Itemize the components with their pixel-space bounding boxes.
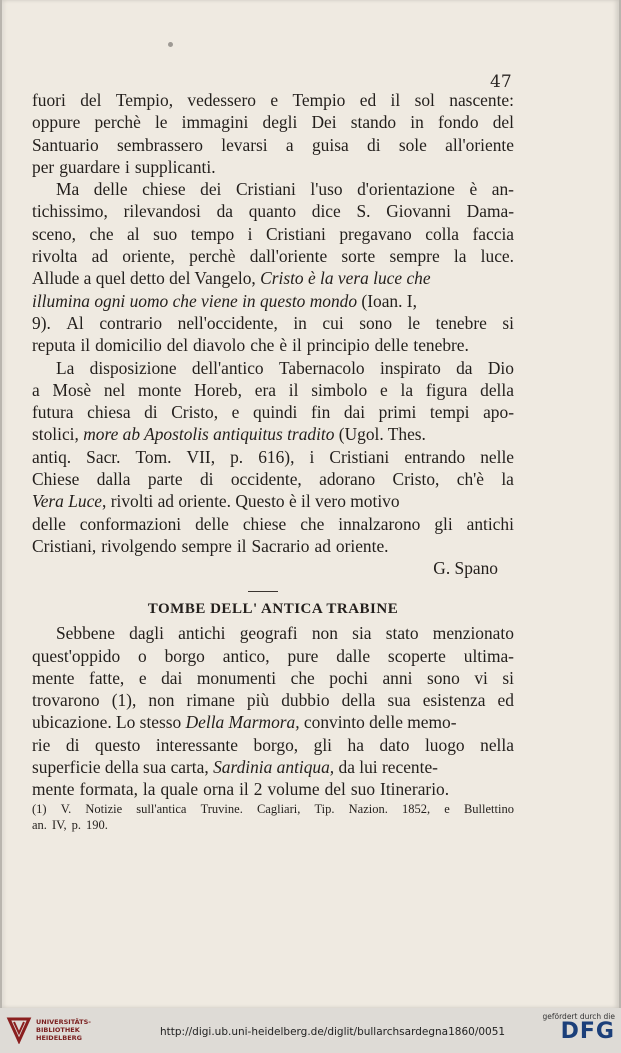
word: in — [410, 112, 424, 133]
word: sceno, — [32, 223, 76, 244]
text-line — [32, 689, 514, 711]
word: chiese — [242, 513, 287, 534]
word: innalzarono — [338, 513, 421, 534]
word: rivolgendo — [101, 535, 177, 556]
word: La — [56, 357, 75, 378]
text-line — [32, 734, 514, 756]
word: formata, — [79, 779, 138, 800]
word: o — [138, 645, 147, 666]
word: Chiese — [32, 469, 80, 490]
word: gli — [434, 513, 453, 534]
word: che — [300, 513, 325, 534]
word: delle — [374, 335, 409, 356]
word: a — [285, 134, 294, 155]
word: dalla — [96, 469, 131, 490]
word: ad — [314, 535, 331, 556]
word: Tom. — [135, 446, 172, 467]
text-line — [32, 156, 514, 178]
word: e — [231, 402, 240, 423]
word: il — [239, 779, 249, 800]
word: era — [254, 379, 276, 400]
text-line — [32, 379, 514, 401]
word: V. — [60, 801, 72, 816]
word: sol — [414, 90, 435, 110]
word: sorte — [341, 246, 376, 267]
mixed-line — [32, 711, 457, 733]
text-line — [32, 423, 514, 445]
word: stato — [385, 623, 419, 644]
word: Itinerario. — [380, 779, 450, 800]
word: tenebre — [435, 312, 487, 333]
word: 2 — [253, 779, 263, 800]
section-title: TOMBE DELL' ANTICA TRABINE — [147, 601, 399, 618]
word: principio — [306, 335, 370, 356]
word: del — [80, 90, 102, 110]
word: ch'è — [456, 469, 484, 490]
word: Cristiani — [235, 179, 296, 200]
word: il — [288, 379, 299, 400]
word: al — [127, 223, 140, 244]
word: monte — [137, 379, 182, 400]
word: l'uso — [310, 179, 343, 200]
text-line — [32, 667, 514, 689]
word: sua — [387, 690, 411, 711]
mixed-line — [32, 756, 438, 778]
word: nell'occidente, — [177, 312, 278, 333]
word: (1), — [111, 690, 137, 711]
text-line — [32, 178, 514, 200]
library-name-line: BIBLIOTHEK — [36, 1026, 80, 1034]
word: ad — [91, 246, 109, 267]
word: levarsi — [221, 134, 268, 155]
word: Nazion. — [348, 801, 388, 816]
word: Cristiani, — [32, 535, 97, 556]
text-line — [32, 490, 514, 512]
word: di — [367, 134, 381, 155]
word: dall'oriente — [249, 246, 328, 267]
word: Tempio — [292, 90, 346, 110]
word: p. — [230, 446, 244, 467]
library-logo[interactable] — [6, 1016, 91, 1044]
text-line — [32, 334, 514, 356]
word: rimane — [186, 690, 235, 711]
word: e — [138, 667, 147, 688]
word: perchè — [94, 112, 141, 133]
word: rilevandosi — [123, 201, 201, 222]
word: sono — [359, 312, 393, 333]
italic-phrase: Cristo è la vera luce che — [260, 268, 431, 289]
word: an- — [491, 179, 514, 200]
word: 9). — [32, 312, 51, 333]
italic-phrase: Della Marmora, — [185, 712, 300, 733]
word: di — [199, 469, 214, 490]
word: sempre — [389, 246, 440, 267]
word: fatte, — [89, 667, 125, 688]
word: antiq. — [32, 446, 72, 467]
word: menzionato — [432, 623, 514, 644]
library-name-line: HEIDELBERG — [36, 1034, 83, 1042]
word: i — [247, 223, 253, 244]
word: delle — [195, 513, 229, 534]
line-suffix: (Ioan. I, — [357, 290, 417, 311]
word: sembrassero — [116, 134, 203, 155]
word: del — [324, 779, 346, 800]
word: primi — [378, 402, 417, 423]
word: che — [290, 667, 315, 688]
word: all'oriente — [445, 134, 514, 155]
dfg-logo[interactable] — [543, 1012, 616, 1044]
word: fin — [310, 402, 331, 423]
word: gli — [313, 734, 332, 755]
word: stando — [350, 112, 397, 133]
word: pregavano — [339, 223, 412, 244]
word: le — [407, 312, 421, 333]
text-line — [32, 756, 514, 778]
word: la — [142, 779, 156, 800]
word: inspirato — [379, 357, 441, 378]
word: si — [502, 312, 514, 333]
word: dato — [379, 734, 410, 755]
word: orna — [203, 779, 235, 800]
word: la — [400, 379, 414, 400]
line-suffix: (Ugol. Thes. — [334, 424, 426, 445]
word: pochi — [329, 667, 368, 688]
word: Horeb, — [194, 379, 242, 400]
word: sole — [398, 134, 427, 155]
word: la — [501, 469, 514, 490]
permalink-url[interactable]: http://digi.ub.uni-heidelberg.de/diglit/bullarchsardegna1860/0051 — [160, 1026, 506, 1038]
word: degli — [262, 112, 298, 133]
word: futura — [32, 402, 74, 423]
text-line — [32, 535, 514, 557]
italic-phrase: illumina ogni uomo che viene in questo mondo — [32, 290, 358, 311]
word: diavolo — [193, 335, 246, 356]
word: antichi — [466, 513, 514, 534]
word: il — [292, 335, 302, 356]
text-line — [32, 312, 514, 334]
word: conformazioni — [79, 513, 182, 534]
word: monumenti — [196, 667, 277, 688]
word: anni — [382, 667, 413, 688]
word: VII, — [186, 446, 216, 467]
word: non — [148, 690, 175, 711]
word: del — [166, 335, 189, 356]
word: i — [125, 156, 130, 177]
word: oppure — [32, 112, 81, 133]
word: rivolta — [32, 246, 78, 267]
word: perchè — [189, 246, 236, 267]
word: delle — [93, 179, 128, 200]
word: il — [236, 535, 247, 556]
line-suffix: , rivolti ad oriente. Questo è il vero motivo — [102, 491, 400, 512]
word: quale — [160, 779, 199, 800]
word: di — [144, 402, 158, 423]
text-line — [32, 818, 514, 834]
word: il — [80, 335, 91, 356]
word: della — [480, 379, 514, 400]
word: mente — [32, 667, 75, 688]
mixed-line — [32, 267, 431, 289]
sponsor-caption: gefördert durch die — [542, 1012, 615, 1021]
word: geografi — [239, 623, 298, 644]
word: dai — [343, 402, 366, 423]
text-line — [32, 111, 514, 133]
word: è — [279, 335, 288, 356]
word: figura — [425, 379, 468, 400]
word: Dama- — [466, 201, 514, 222]
word: e — [380, 379, 388, 400]
word: da — [216, 201, 233, 222]
word: ha — [347, 734, 364, 755]
word: si — [502, 667, 514, 688]
italic-phrase: more ab Apostolis antiquitus tradito — [83, 424, 335, 445]
word: Mosè — [52, 379, 92, 400]
word: dagli — [129, 623, 164, 644]
word: simbolo — [311, 379, 368, 400]
word: questo — [94, 734, 141, 755]
word: fuori — [32, 90, 66, 110]
word: quanto — [248, 201, 297, 222]
word: vedessero — [187, 90, 256, 110]
word: tenebre. — [413, 335, 469, 356]
word: interessante — [155, 734, 238, 755]
word: i — [309, 446, 315, 467]
text-line — [32, 89, 514, 111]
word: da — [456, 357, 473, 378]
library-seal-icon — [6, 1016, 32, 1044]
word: Al — [66, 312, 84, 333]
word: in — [293, 312, 307, 333]
word: colla — [425, 223, 460, 244]
word: dei — [200, 179, 222, 200]
viewer-footer — [0, 1008, 621, 1053]
word: Sebbene — [56, 623, 115, 644]
word: antichi — [178, 623, 226, 644]
word: delle — [32, 513, 66, 534]
word: Cristiani — [265, 223, 326, 244]
word: luce. — [480, 246, 514, 267]
word: più — [246, 690, 270, 711]
text-line — [32, 468, 514, 490]
line-prefix: Allude a quel detto del Vangelo, — [32, 268, 261, 289]
word: 190. — [86, 817, 108, 832]
text-line — [32, 223, 514, 245]
word: Dei — [311, 112, 337, 133]
word: a — [32, 379, 40, 400]
word: occidente, — [230, 469, 302, 490]
word: non — [311, 623, 338, 644]
word: entrando — [404, 446, 466, 467]
word: Bullettino — [463, 801, 514, 816]
text-line — [32, 513, 514, 535]
word: antico, — [222, 645, 270, 666]
word: oriente, — [122, 246, 175, 267]
word: nelle — [480, 446, 514, 467]
word: quindi — [252, 402, 298, 423]
word: rie — [32, 734, 51, 755]
word: la — [453, 246, 467, 267]
italic-phrase: Sardinia antiqua, — [213, 757, 335, 778]
word: sia — [352, 623, 372, 644]
word: p. — [71, 817, 82, 832]
word: S. — [356, 201, 371, 222]
word: suo — [153, 223, 178, 244]
word: sempre — [181, 535, 232, 556]
word: Santuario — [32, 134, 99, 155]
word: mente — [32, 779, 75, 800]
word: sono — [426, 667, 460, 688]
word: fondo — [437, 112, 479, 133]
ink-dot — [168, 42, 173, 47]
word: guisa — [311, 134, 349, 155]
word: nascente: — [449, 90, 514, 110]
word: nella — [480, 734, 514, 755]
word: ed — [497, 690, 514, 711]
text-line — [32, 134, 514, 156]
word: luogo — [424, 734, 465, 755]
word: 616), — [258, 446, 295, 467]
word: e — [444, 801, 450, 816]
body-text — [32, 89, 514, 834]
word: cui — [322, 312, 344, 333]
word: disposizione — [89, 357, 177, 378]
title-rule — [248, 591, 278, 592]
text-line — [32, 711, 514, 733]
word: nel — [103, 379, 126, 400]
text-line — [32, 778, 514, 800]
word: Ma — [56, 179, 80, 200]
word: an. — [32, 817, 47, 832]
text-line — [32, 446, 514, 468]
word: e — [270, 90, 279, 110]
signature: G. Spano — [433, 558, 498, 579]
word: adorano — [319, 469, 376, 490]
text-line — [32, 267, 514, 289]
word: chiese — [142, 179, 186, 200]
text-line — [32, 645, 514, 667]
text-line — [32, 401, 514, 423]
word: le — [154, 112, 168, 133]
word: supplicanti. — [134, 156, 216, 177]
mixed-line — [32, 490, 400, 512]
word: faccia — [472, 223, 514, 244]
word: sull'antica — [136, 801, 187, 816]
line-prefix: superficie della sua carta, — [32, 757, 214, 778]
word: trovarono — [32, 690, 100, 711]
line-prefix: ubicazione. Lo stesso — [32, 712, 186, 733]
library-name-line: UNIVERSITÄTS- — [36, 1018, 91, 1026]
word: è — [469, 179, 478, 200]
word: Notizie — [85, 801, 123, 816]
word: pure — [287, 645, 319, 666]
footnote — [32, 802, 514, 834]
word: tempo — [190, 223, 235, 244]
word: guardare — [59, 156, 121, 177]
page-number: 47 — [490, 72, 512, 92]
word: esistenza — [422, 690, 486, 711]
word: Dio — [487, 357, 514, 378]
word: suo — [350, 779, 376, 800]
word: Truvine. — [200, 801, 243, 816]
word: immagini — [181, 112, 249, 133]
word: tempi — [429, 402, 470, 423]
text-line — [32, 245, 514, 267]
word: Sacr. — [86, 446, 121, 467]
word: borgo — [164, 645, 205, 666]
word: dice — [311, 201, 341, 222]
word: apo- — [483, 402, 514, 423]
text-line — [32, 802, 514, 818]
word: Cristo, — [392, 469, 440, 490]
mixed-line — [32, 423, 426, 445]
word: Cristiani — [329, 446, 390, 467]
word: chiesa — [87, 402, 131, 423]
word: vi — [474, 667, 488, 688]
word: Giovanni — [386, 201, 451, 222]
word: Sacrario — [251, 535, 310, 556]
word: borgo, — [253, 734, 299, 755]
word: ed — [359, 90, 377, 110]
word: dai — [161, 667, 183, 688]
word: dubbio — [281, 690, 330, 711]
word: Tip. — [314, 801, 335, 816]
word: oriente. — [335, 535, 389, 556]
word: 1852, — [402, 801, 431, 816]
italic-phrase: Vera Luce — [32, 491, 103, 512]
word: contrario — [99, 312, 163, 333]
word: Tabernacolo — [278, 357, 365, 378]
text-line — [32, 200, 514, 222]
text-line — [32, 290, 514, 312]
word: IV, — [51, 817, 67, 832]
word: Cristo, — [171, 402, 219, 423]
line-prefix: stolici, — [32, 424, 84, 445]
text-line — [32, 622, 514, 644]
word: Tempio, — [115, 90, 174, 110]
text-line — [32, 357, 514, 379]
word: del — [492, 112, 514, 133]
word: (1) — [32, 801, 47, 816]
word: reputa — [32, 335, 76, 356]
word: Cagliari, — [256, 801, 301, 816]
line-suffix: da lui recente- — [334, 757, 438, 778]
word: il — [390, 90, 401, 110]
word: quest'oppido — [32, 645, 121, 666]
word: dalle — [336, 645, 371, 666]
scanned-page — [2, 0, 619, 1008]
word: tichissimo, — [32, 201, 108, 222]
word: d'orientazione — [357, 179, 455, 200]
word: scoperte — [387, 645, 446, 666]
mixed-line — [32, 290, 417, 312]
dfg-wordmark: DFG — [560, 1019, 615, 1044]
word: ultima- — [463, 645, 514, 666]
word: della — [341, 690, 376, 711]
word: per — [32, 156, 55, 177]
word: di — [65, 734, 80, 755]
word: che — [89, 223, 114, 244]
line-suffix: convinto delle memo- — [299, 712, 457, 733]
word: dell'antico — [191, 357, 264, 378]
word: che — [250, 335, 275, 356]
word: domicilio — [95, 335, 162, 356]
word: volume — [267, 779, 320, 800]
word: parte — [147, 469, 183, 490]
